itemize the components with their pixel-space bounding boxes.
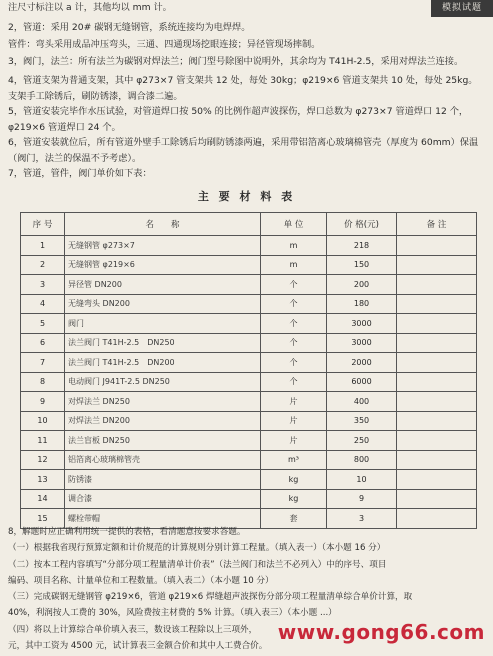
question-line: （一）根据我省现行预算定额和计价规范的计算规则分别计算工程量。（填入表一）（本小题 16 分） [8, 543, 386, 554]
row-name: 无缝钢管 φ273×7 [65, 236, 261, 256]
row-price: 10 [327, 470, 397, 490]
question-line: （四）将以上计算综合单价填入表三，数设该工程除以上三项外， [8, 624, 258, 635]
header-no: 序 号 [21, 213, 65, 236]
intro-line: 2，管道：采用 20# 碳钢无缝钢管，系统连接均为电焊焊。 [8, 22, 251, 33]
row-price: 350 [327, 411, 397, 431]
table-row [21, 392, 477, 412]
row-no: 1 [21, 236, 65, 256]
question-line: 元，其中工资为 4500 元，试计算表三金额合价和其中人工费合价。 [8, 641, 268, 652]
row-price: 218 [327, 236, 397, 256]
table-row [21, 489, 477, 509]
row-price: 2000 [327, 353, 397, 373]
row-price: 400 [327, 392, 397, 412]
row-no: 11 [21, 431, 65, 451]
row-no: 3 [21, 275, 65, 295]
row-remark [397, 470, 477, 490]
intro-line: 7，管道，管件，阀门单价如下表： [8, 168, 152, 179]
row-no: 9 [21, 392, 65, 412]
row-remark [397, 255, 477, 275]
row-no: 2 [21, 255, 65, 275]
row-name: 防锈漆 [65, 470, 261, 490]
row-remark [397, 353, 477, 373]
table-row [21, 431, 477, 451]
table-row [21, 333, 477, 353]
row-unit: 个 [261, 353, 327, 373]
row-no: 8 [21, 372, 65, 392]
row-remark [397, 314, 477, 334]
row-name: 阀门 [65, 314, 261, 334]
row-remark [397, 411, 477, 431]
intro-line: 6，管道安装就位后，所有管道外壁手工除锈后均刷防锈漆两遍，采用带铝箔离心玻璃棉管壳（厚度为 60mm）保温（阀门，法兰的保温不予考虑）。 [8, 137, 479, 164]
row-unit: m³ [261, 450, 327, 470]
row-remark [397, 372, 477, 392]
question-line: （三）完成碳钢无缝钢管 φ219×6，管道 φ219×6 焊缝超声波探伤分部分项工程量清单综合单价计算，取 [8, 592, 413, 603]
row-remark [397, 294, 477, 314]
table-row [21, 314, 477, 334]
row-name: 法兰阀门 T41H-2.5 DN250 [65, 333, 261, 353]
row-no: 10 [21, 411, 65, 431]
row-no: 15 [21, 509, 65, 529]
row-unit: 片 [261, 411, 327, 431]
table-row [21, 450, 477, 470]
row-price: 6000 [327, 372, 397, 392]
row-unit: 套 [261, 509, 327, 529]
header-remark: 备 注 [397, 213, 477, 236]
section-tag: 模拟试题 [431, 0, 493, 17]
intro-line: 3，阀门，法兰：所有法兰为碳钢对焊法兰；阀门型号除图中说明外，其余均为 T41H-2.5，采用对焊法兰连接。 [8, 56, 464, 67]
question-line: 8，解题时应正确利用统一提供的表格，看清题意按要求答题。 [8, 527, 246, 537]
header-name: 名 称 [65, 213, 261, 236]
row-name: 无缝弯头 DN200 [65, 294, 261, 314]
intro-line: 5，管道安装完毕作水压试验，对管道焊口按 50% 的比例作超声波探伤，焊口总数为 φ273×7 管道焊口 12 个，φ219×6 管道焊口 24 个。 [8, 106, 469, 133]
row-remark [397, 236, 477, 256]
header-unit: 单 位 [261, 213, 327, 236]
table-header-row [21, 213, 477, 236]
row-name: 铝箔离心玻璃棉管壳 [65, 450, 261, 470]
intro-line: 4，管道支架为普通支架，其中 φ273×7 管支架共 12 处，每处 30kg；φ219×6 管道支架共 10 处，每处 25kg。支架手工除锈后，刷防锈漆，调合漆二遍。 [8, 75, 478, 102]
row-no: 14 [21, 489, 65, 509]
row-name: 对焊法兰 DN250 [65, 392, 261, 412]
row-no: 13 [21, 470, 65, 490]
row-no: 7 [21, 353, 65, 373]
row-no: 12 [21, 450, 65, 470]
row-price: 3 [327, 509, 397, 529]
materials-table [20, 212, 477, 529]
row-price: 9 [327, 489, 397, 509]
row-unit: kg [261, 470, 327, 490]
row-price: 250 [327, 431, 397, 451]
row-unit: 个 [261, 294, 327, 314]
row-remark [397, 275, 477, 295]
row-price: 3000 [327, 314, 397, 334]
row-unit: 片 [261, 431, 327, 451]
row-name: 法兰盲板 DN250 [65, 431, 261, 451]
question-line: 40%，利润按人工费的 30%，风险费按主材费的 5% 计算。（填入表三）（本小题 ...） [8, 608, 337, 619]
row-name: 调合漆 [65, 489, 261, 509]
row-name: 对焊法兰 DN200 [65, 411, 261, 431]
row-remark [397, 489, 477, 509]
row-unit: 个 [261, 333, 327, 353]
watermark: www.gong66.com [277, 620, 485, 644]
row-unit: 个 [261, 275, 327, 295]
row-no: 5 [21, 314, 65, 334]
row-name: 电动阀门 J941T-2.5 DN250 [65, 372, 261, 392]
header-price: 价 格(元) [327, 213, 397, 236]
row-name: 无缝钢管 φ219×6 [65, 255, 261, 275]
row-remark [397, 431, 477, 451]
table-body [21, 236, 477, 529]
row-price: 150 [327, 255, 397, 275]
intro-line: 注尺寸标注以 a 计，其他均以 mm 计。 [8, 2, 172, 13]
table-row [21, 236, 477, 256]
row-price: 180 [327, 294, 397, 314]
table-row [21, 255, 477, 275]
intro-line: 管件：弯头采用成品冲压弯头，三通、四通现场挖眼连接；异径管现场摔制。 [8, 39, 321, 50]
table-row [21, 353, 477, 373]
question-line: 编码、项目名称、计量单位和工程数量。（填入表二）（本小题 10 分） [8, 575, 274, 586]
table-row [21, 470, 477, 490]
question-line: （二）按本工程内容填写“分部分项工程量清单计价表”（法兰阀门和法兰不必列入）中的序号、项目 [8, 559, 387, 570]
table-row [21, 411, 477, 431]
row-price: 800 [327, 450, 397, 470]
row-unit: kg [261, 489, 327, 509]
row-name: 法兰阀门 T41H-2.5 DN200 [65, 353, 261, 373]
row-no: 6 [21, 333, 65, 353]
row-price: 3000 [327, 333, 397, 353]
row-unit: m [261, 236, 327, 256]
row-remark [397, 450, 477, 470]
row-name: 螺栓带帽 [65, 509, 261, 529]
table-row [21, 372, 477, 392]
row-price: 200 [327, 275, 397, 295]
row-remark [397, 392, 477, 412]
row-unit: m [261, 255, 327, 275]
table-title: 主 要 材 料 表 [197, 190, 296, 203]
table-row [21, 294, 477, 314]
row-unit: 个 [261, 372, 327, 392]
table-row [21, 275, 477, 295]
row-name: 异径管 DN200 [65, 275, 261, 295]
row-unit: 片 [261, 392, 327, 412]
row-unit: 个 [261, 314, 327, 334]
row-remark [397, 333, 477, 353]
row-no: 4 [21, 294, 65, 314]
